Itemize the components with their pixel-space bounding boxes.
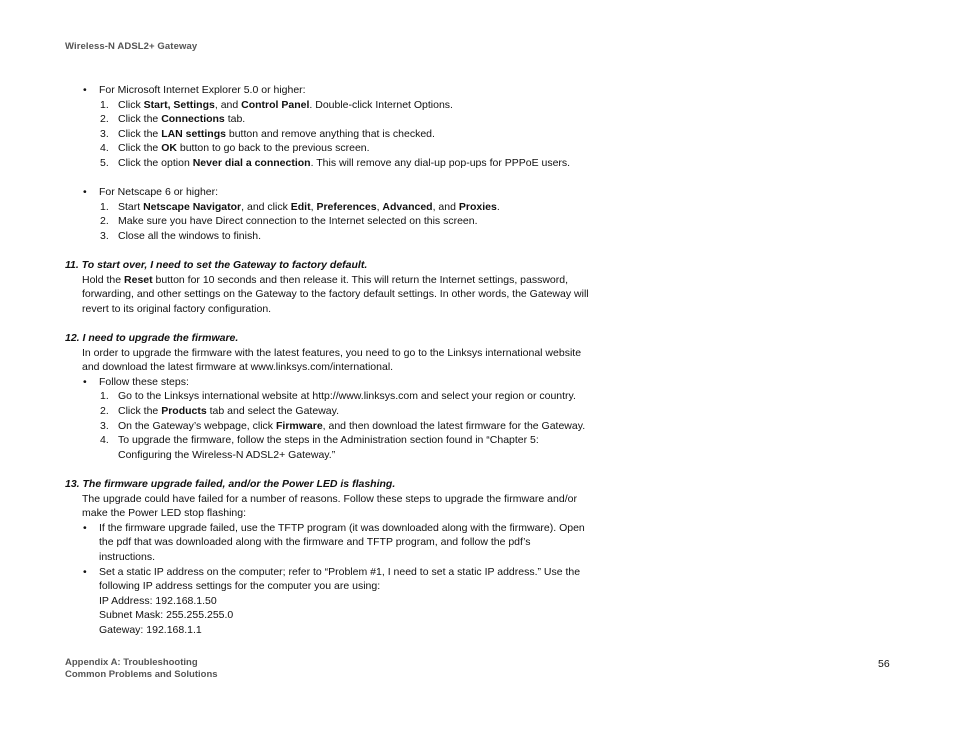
gateway-line: Gateway: 192.168.1.1 — [99, 623, 202, 636]
ie-step-2: 2. Click the Connections tab. — [100, 113, 246, 126]
ns-step-2: 2. Make sure you have Direct connection to the Internet selected on this screen. — [100, 215, 478, 228]
subnet-mask-line: Subnet Mask: 255.255.255.0 — [99, 609, 234, 622]
question-13-title: 13. The firmware upgrade failed, and/or the Power LED is flashing. — [65, 478, 396, 491]
ie-step-1: 1. Click Start, Settings, and Control Panel. Double-click Internet Options. — [100, 98, 453, 111]
q11-line-2: forwarding, and other settings on the Gateway to the factory default settings. In other words, the Gateway will — [82, 288, 589, 301]
running-header: Wireless-N ADSL2+ Gateway — [65, 41, 198, 52]
q13-bullet-1-line-1: • If the firmware upgrade failed, use the TFTP program (it was downloaded along with the firmware). Open — [65, 521, 595, 536]
page-number: 56 — [878, 658, 890, 670]
ie-step-4: 4. Click the OK button to go back to the previous screen. — [100, 142, 370, 155]
bullet-ie: • For Microsoft Internet Explorer 5.0 or higher: — [65, 83, 595, 98]
q12-step-2: 2. Click the Products tab and select the Gateway. — [100, 405, 340, 418]
question-11-title: 11. To start over, I need to set the Gateway to factory default. — [65, 259, 368, 272]
q13-bullet-2-line-2: following IP address settings for the computer you are using: — [99, 580, 381, 593]
q13-bullet-2-line-1: • Set a static IP address on the computer; refer to “Problem #1, I need to set a static IP address.” Use the — [65, 565, 595, 580]
bullet-netscape: • For Netscape 6 or higher: — [65, 185, 595, 200]
question-12-title: 12. I need to upgrade the firmware. — [65, 332, 239, 345]
q12-step-3: 3. On the Gateway’s webpage, click Firmware, and then download the latest firmware for the Gateway. — [100, 419, 586, 432]
ns-step-3: 3. Close all the windows to finish. — [100, 229, 261, 242]
q13-line-1: The upgrade could have failed for a number of reasons. Follow these steps to upgrade the firmware and/or — [82, 492, 577, 505]
ns-step-1: 1. Start Netscape Navigator, and click Edit, Preferences, Advanced, and Proxies. — [100, 200, 500, 213]
q12-line-1: In order to upgrade the firmware with the latest features, you need to go to the Linksys international website — [82, 346, 582, 359]
ie-step-3: 3. Click the LAN settings button and remove anything that is checked. — [100, 127, 435, 140]
q12-bullet: • Follow these steps: — [65, 375, 595, 390]
ip-address-line: IP Address: 192.168.1.50 — [99, 594, 217, 607]
footer-line-2: Common Problems and Solutions — [65, 669, 218, 680]
q13-bullet-1-line-2: the pdf that was downloaded along with the firmware and TFTP program, and follow the pdf’s — [99, 536, 531, 549]
q11-line-3: revert to its original factory configuration. — [82, 302, 272, 315]
q13-bullet-1-line-3: instructions. — [99, 551, 156, 563]
q12-step-4: 4. To upgrade the firmware, follow the steps in the Administration section found in “Chapter 5: — [100, 434, 539, 447]
q11-line-1: Hold the Reset button for 10 seconds and then release it. This will return the Internet settings, password, — [82, 273, 569, 286]
q12-line-2: and download the latest firmware at www.linksys.com/international. — [82, 361, 394, 374]
ie-step-5: 5. Click the option Never dial a connection. This will remove any dial-up pop-ups for PPPoE users. — [100, 156, 571, 169]
q13-line-2: make the Power LED stop flashing: — [82, 507, 247, 520]
page-body — [65, 83, 595, 638]
footer-line-1: Appendix A: Troubleshooting — [65, 657, 198, 668]
q12-step-1: 1. Go to the Linksys international website at http://www.linksys.com and select your region or country. — [100, 390, 576, 403]
running-footer — [65, 657, 218, 681]
q12-step-4-cont: Configuring the Wireless-N ADSL2+ Gateway.” — [118, 448, 336, 461]
